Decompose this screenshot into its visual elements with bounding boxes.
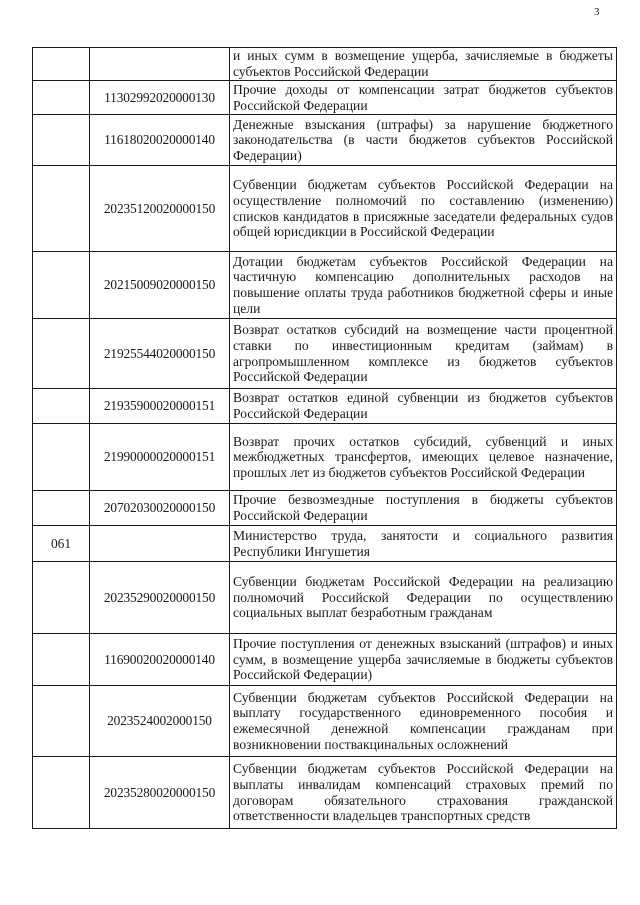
revenue-code-cell: 20235120020000150: [90, 166, 230, 252]
table-row: [33, 81, 617, 115]
revenue-code-cell: 11690020020000140: [90, 634, 230, 686]
description-cell: и иных сумм в возмещение ущерба, зачисляемые в бюджеты субъектов Российской Федерации: [230, 48, 617, 81]
table-row: [33, 389, 617, 424]
table-row: [33, 634, 617, 686]
description-cell: Прочие безвозмездные поступления в бюджеты субъектов Российской Федерации: [230, 491, 617, 526]
revenue-code-cell: 21935900020000151: [90, 389, 230, 424]
table-row: [33, 166, 617, 252]
description-cell: Субвенции бюджетам Российской Федерации на реализацию полномочий Российской Федерации по осуществлению социальных выплат безработным гражданам: [230, 562, 617, 634]
page-number: 3: [594, 6, 600, 18]
admin-code-cell: [33, 686, 90, 757]
revenue-code-cell: 21925544020000150: [90, 319, 230, 389]
description-cell: Возврат прочих остатков субсидий, субвенций и иных межбюджетных трансфертов, имеющих целевое назначение, прошлых лет из бюджетов субъектов Российской Федерации: [230, 424, 617, 491]
revenue-code-cell: 20702030020000150: [90, 491, 230, 526]
table-row: [33, 252, 617, 319]
description-cell: Прочие поступления от денежных взысканий (штрафов) и иных сумм, в возмещение ущерба зачисляемые в бюджеты субъектов Российской Федерации): [230, 634, 617, 686]
table-row: [33, 526, 617, 562]
admin-code-cell: [33, 252, 90, 319]
description-cell: Дотации бюджетам субъектов Российской Федерации на частичную компенсацию дополнительных расходов на повышение оплаты труда работников бюджетной сферы и иные цели: [230, 252, 617, 319]
description-cell: Прочие доходы от компенсации затрат бюджетов субъектов Российской Федерации: [230, 81, 617, 115]
revenue-codes-table: [32, 47, 617, 829]
revenue-code-cell: [90, 526, 230, 562]
description-cell: Денежные взыскания (штрафы) за нарушение бюджетного законодательства (в части бюджетов субъектов Российской Федерации): [230, 115, 617, 166]
admin-code-cell: [33, 389, 90, 424]
table-row: [33, 686, 617, 757]
table-row: [33, 562, 617, 634]
description-cell: Субвенции бюджетам субъектов Российской Федерации на осуществление полномочий по составлению (изменению) списков кандидатов в присяжные заседатели федеральных судов общей юрисдикции в Российской Федерации: [230, 166, 617, 252]
revenue-code-cell: 2023524002000150: [90, 686, 230, 757]
revenue-code-cell: 21990000020000151: [90, 424, 230, 491]
description-cell: Субвенции бюджетам субъектов Российской Федерации на выплаты инвалидам компенсаций страховых премий по договорам обязательного страхования гражданской ответственности владельцев транспортных средств: [230, 757, 617, 829]
description-cell: Министерство труда, занятости и социального развития Республики Ингушетия: [230, 526, 617, 562]
revenue-code-cell: [90, 48, 230, 81]
revenue-code-cell: 20235280020000150: [90, 757, 230, 829]
description-cell: Возврат остатков субсидий на возмещение части процентной ставки по инвестиционным кредитам (займам) в агропромышленном комплексе из бюджетов субъектов Российской Федерации: [230, 319, 617, 389]
admin-code-cell: 061: [33, 526, 90, 562]
admin-code-cell: [33, 115, 90, 166]
description-cell: Субвенции бюджетам субъектов Российской Федерации на выплату государственного единовременного пособия и ежемесячной денежной компенсации гражданам при возникновении поствакцинальных осложнений: [230, 686, 617, 757]
admin-code-cell: [33, 562, 90, 634]
admin-code-cell: [33, 166, 90, 252]
revenue-code-cell: 20235290020000150: [90, 562, 230, 634]
admin-code-cell: [33, 424, 90, 491]
table-row: [33, 424, 617, 491]
admin-code-cell: [33, 757, 90, 829]
table-row: [33, 48, 617, 81]
revenue-code-cell: 11618020020000140: [90, 115, 230, 166]
table-row: [33, 115, 617, 166]
table-row: [33, 757, 617, 829]
admin-code-cell: [33, 634, 90, 686]
admin-code-cell: [33, 491, 90, 526]
admin-code-cell: [33, 81, 90, 115]
admin-code-cell: [33, 319, 90, 389]
admin-code-cell: [33, 48, 90, 81]
table-row: [33, 319, 617, 389]
table-row: [33, 491, 617, 526]
description-cell: Возврат остатков единой субвенции из бюджетов субъектов Российской Федерации: [230, 389, 617, 424]
revenue-code-cell: 20215009020000150: [90, 252, 230, 319]
revenue-code-cell: 11302992020000130: [90, 81, 230, 115]
